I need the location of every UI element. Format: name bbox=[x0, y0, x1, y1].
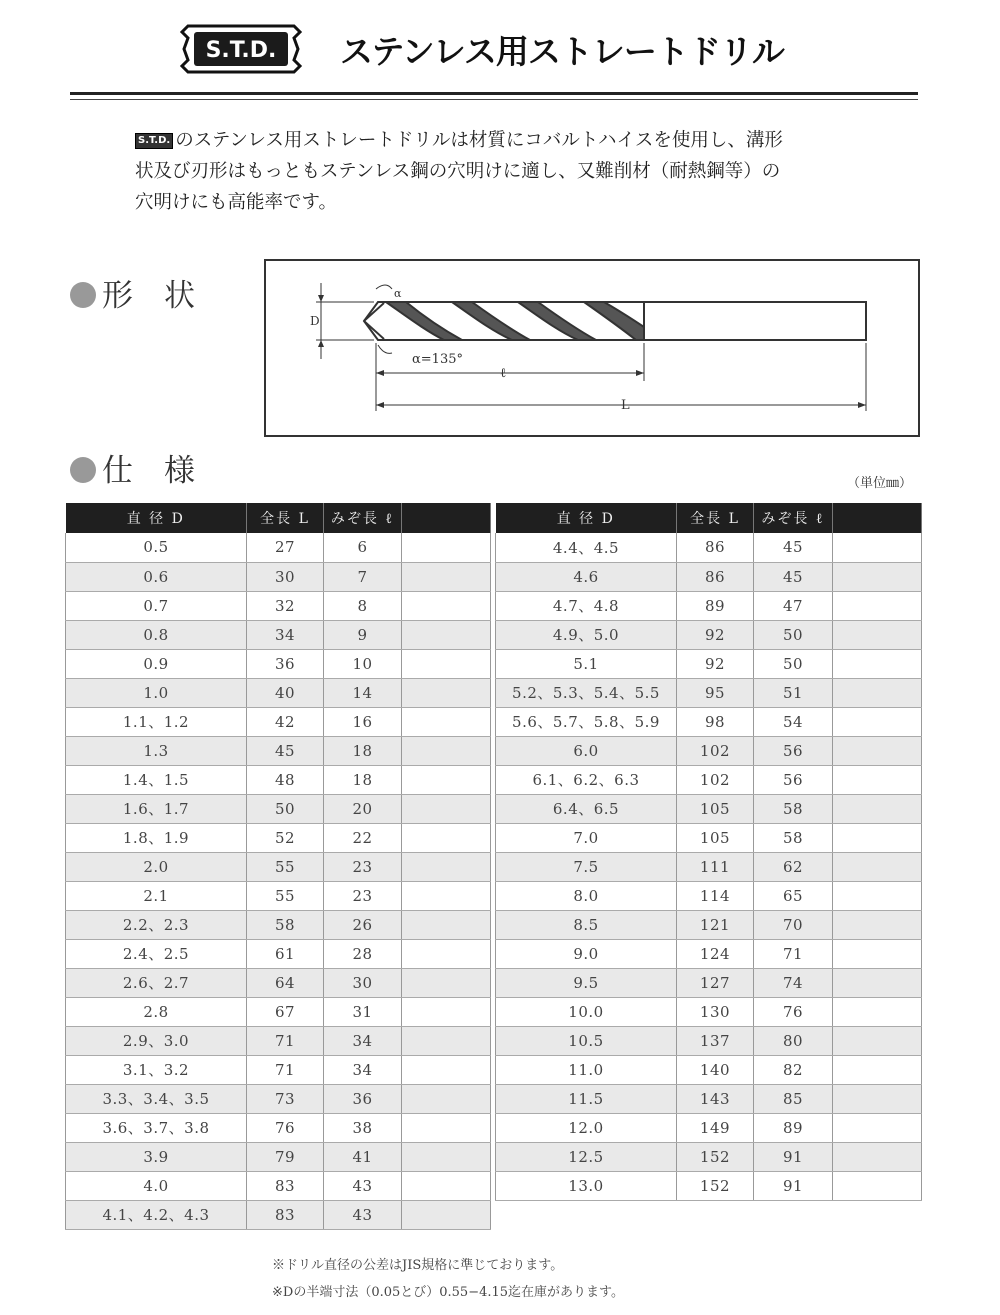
drill-drawing bbox=[266, 261, 918, 435]
cell-flute-length: 56 bbox=[754, 736, 833, 765]
spec-table-right bbox=[495, 503, 922, 1201]
spec-table-left bbox=[65, 503, 491, 1230]
cell-diameter: 0.5 bbox=[66, 533, 247, 562]
cell-diameter: 1.3 bbox=[66, 736, 247, 765]
cell-diameter: 2.8 bbox=[66, 997, 247, 1026]
col-blank bbox=[402, 503, 491, 533]
cell-flute-length: 82 bbox=[754, 1055, 833, 1084]
cell-diameter: 5.2、5.3、5.4、5.5 bbox=[496, 678, 677, 707]
cell-flute-length: 70 bbox=[754, 910, 833, 939]
table-row bbox=[66, 910, 491, 939]
cell-flute-length: 26 bbox=[324, 910, 402, 939]
cell-overall-length: 71 bbox=[247, 1026, 324, 1055]
cell-diameter: 3.6、3.7、3.8 bbox=[66, 1113, 247, 1142]
cell-overall-length: 55 bbox=[247, 881, 324, 910]
cell-diameter: 1.0 bbox=[66, 678, 247, 707]
cell-overall-length: 152 bbox=[677, 1171, 754, 1200]
table-row bbox=[496, 620, 922, 649]
cell-overall-length: 127 bbox=[677, 968, 754, 997]
table-row bbox=[496, 1055, 922, 1084]
cell-flute-length: 47 bbox=[754, 591, 833, 620]
cell-flute-length: 7 bbox=[324, 562, 402, 591]
cell-overall-length: 67 bbox=[247, 997, 324, 1026]
cell-overall-length: 105 bbox=[677, 794, 754, 823]
cell-overall-length: 45 bbox=[247, 736, 324, 765]
cell-overall-length: 71 bbox=[247, 1055, 324, 1084]
cell-blank bbox=[402, 1055, 491, 1084]
cell-blank bbox=[402, 1084, 491, 1113]
cell-flute-length: 91 bbox=[754, 1142, 833, 1171]
cell-overall-length: 102 bbox=[677, 736, 754, 765]
cell-blank bbox=[833, 1113, 922, 1142]
cell-diameter: 0.8 bbox=[66, 620, 247, 649]
cell-overall-length: 140 bbox=[677, 1055, 754, 1084]
cell-blank bbox=[402, 968, 491, 997]
cell-flute-length: 56 bbox=[754, 765, 833, 794]
cell-overall-length: 34 bbox=[247, 620, 324, 649]
cell-overall-length: 61 bbox=[247, 939, 324, 968]
footnotes bbox=[272, 1252, 624, 1306]
cell-diameter: 4.7、4.8 bbox=[496, 591, 677, 620]
cell-diameter: 12.5 bbox=[496, 1142, 677, 1171]
cell-flute-length: 28 bbox=[324, 939, 402, 968]
section-shape-heading: 形 状 bbox=[70, 270, 195, 315]
cell-flute-length: 10 bbox=[324, 649, 402, 678]
cell-diameter: 2.4、2.5 bbox=[66, 939, 247, 968]
col-diameter: 直 径 D bbox=[66, 503, 247, 533]
table-row bbox=[496, 1084, 922, 1113]
section-spec-heading: 仕 様 bbox=[70, 445, 195, 490]
table-row bbox=[66, 620, 491, 649]
cell-diameter: 6.1、6.2、6.3 bbox=[496, 765, 677, 794]
cell-blank bbox=[402, 620, 491, 649]
cell-blank bbox=[402, 533, 491, 562]
cell-blank bbox=[833, 968, 922, 997]
cell-overall-length: 92 bbox=[677, 649, 754, 678]
cell-blank bbox=[402, 707, 491, 736]
cell-blank bbox=[833, 1084, 922, 1113]
cell-blank bbox=[833, 939, 922, 968]
cell-diameter: 9.5 bbox=[496, 968, 677, 997]
table-row bbox=[496, 997, 922, 1026]
cell-overall-length: 92 bbox=[677, 620, 754, 649]
table-row bbox=[66, 1084, 491, 1113]
cell-overall-length: 111 bbox=[677, 852, 754, 881]
cell-flute-length: 16 bbox=[324, 707, 402, 736]
cell-overall-length: 121 bbox=[677, 910, 754, 939]
cell-flute-length: 18 bbox=[324, 765, 402, 794]
cell-blank bbox=[402, 881, 491, 910]
col-flute-length: みぞ長 ℓ bbox=[324, 503, 402, 533]
cell-overall-length: 114 bbox=[677, 881, 754, 910]
cell-overall-length: 149 bbox=[677, 1113, 754, 1142]
cell-diameter: 1.4、1.5 bbox=[66, 765, 247, 794]
table-row bbox=[496, 1142, 922, 1171]
cell-diameter: 8.0 bbox=[496, 881, 677, 910]
cell-blank bbox=[833, 881, 922, 910]
cell-diameter: 4.0 bbox=[66, 1171, 247, 1200]
label-d: D bbox=[310, 314, 320, 328]
cell-overall-length: 130 bbox=[677, 997, 754, 1026]
cell-overall-length: 48 bbox=[247, 765, 324, 794]
cell-overall-length: 32 bbox=[247, 591, 324, 620]
intro-text bbox=[135, 125, 875, 218]
logo-text: S.T.D. bbox=[205, 38, 277, 63]
cell-overall-length: 50 bbox=[247, 794, 324, 823]
cell-overall-length: 27 bbox=[247, 533, 324, 562]
cell-overall-length: 83 bbox=[247, 1171, 324, 1200]
table-row bbox=[66, 1200, 491, 1229]
cell-blank bbox=[833, 794, 922, 823]
cell-diameter: 3.3、3.4、3.5 bbox=[66, 1084, 247, 1113]
cell-overall-length: 76 bbox=[247, 1113, 324, 1142]
table-row bbox=[66, 1055, 491, 1084]
cell-flute-length: 8 bbox=[324, 591, 402, 620]
cell-blank bbox=[402, 852, 491, 881]
cell-overall-length: 52 bbox=[247, 823, 324, 852]
cell-overall-length: 86 bbox=[677, 562, 754, 591]
table-row bbox=[66, 1026, 491, 1055]
cell-blank bbox=[833, 736, 922, 765]
cell-blank bbox=[833, 620, 922, 649]
cell-diameter: 2.6、2.7 bbox=[66, 968, 247, 997]
table-row bbox=[66, 939, 491, 968]
cell-flute-length: 22 bbox=[324, 823, 402, 852]
cell-flute-length: 34 bbox=[324, 1026, 402, 1055]
cell-diameter: 2.9、3.0 bbox=[66, 1026, 247, 1055]
table-row bbox=[496, 852, 922, 881]
cell-diameter: 10.0 bbox=[496, 997, 677, 1026]
table-row bbox=[66, 794, 491, 823]
cell-blank bbox=[402, 1026, 491, 1055]
cell-diameter: 11.5 bbox=[496, 1084, 677, 1113]
cell-overall-length: 95 bbox=[677, 678, 754, 707]
intro-line-3: 穴明けにも高能率です。 bbox=[135, 192, 338, 213]
cell-diameter: 0.6 bbox=[66, 562, 247, 591]
table-row bbox=[496, 533, 922, 562]
cell-flute-length: 50 bbox=[754, 620, 833, 649]
table-row bbox=[66, 765, 491, 794]
cell-blank bbox=[402, 562, 491, 591]
cell-overall-length: 40 bbox=[247, 678, 324, 707]
cell-diameter: 5.1 bbox=[496, 649, 677, 678]
table-row bbox=[66, 1113, 491, 1142]
cell-flute-length: 6 bbox=[324, 533, 402, 562]
cell-blank bbox=[402, 939, 491, 968]
cell-diameter: 6.4、6.5 bbox=[496, 794, 677, 823]
cell-flute-length: 80 bbox=[754, 1026, 833, 1055]
cell-diameter: 2.2、2.3 bbox=[66, 910, 247, 939]
cell-overall-length: 105 bbox=[677, 823, 754, 852]
table-row bbox=[66, 591, 491, 620]
footnote-stock: ※Dの半端寸法（0.05とび）0.55−4.15迄在庫があります。 bbox=[272, 1285, 625, 1300]
cell-diameter: 4.1、4.2、4.3 bbox=[66, 1200, 247, 1229]
table-row bbox=[496, 968, 922, 997]
cell-overall-length: 55 bbox=[247, 852, 324, 881]
cell-flute-length: 51 bbox=[754, 678, 833, 707]
table-row bbox=[496, 910, 922, 939]
table-row bbox=[66, 881, 491, 910]
cell-flute-length: 31 bbox=[324, 997, 402, 1026]
intro-line-2: 状及び刃形はもっともステンレス鋼の穴明けに適し、又難削材（耐熱鋼等）の bbox=[135, 161, 781, 182]
table-row bbox=[66, 1171, 491, 1200]
cell-diameter: 4.9、5.0 bbox=[496, 620, 677, 649]
cell-flute-length: 76 bbox=[754, 997, 833, 1026]
table-row bbox=[496, 678, 922, 707]
cell-overall-length: 143 bbox=[677, 1084, 754, 1113]
col-diameter: 直 径 D bbox=[496, 503, 677, 533]
cell-flute-length: 89 bbox=[754, 1113, 833, 1142]
cell-diameter: 1.6、1.7 bbox=[66, 794, 247, 823]
table-row bbox=[66, 678, 491, 707]
bullet-icon bbox=[70, 457, 96, 483]
cell-blank bbox=[833, 765, 922, 794]
cell-overall-length: 73 bbox=[247, 1084, 324, 1113]
table-row bbox=[496, 591, 922, 620]
cell-blank bbox=[833, 533, 922, 562]
cell-overall-length: 102 bbox=[677, 765, 754, 794]
table-row bbox=[66, 823, 491, 852]
cell-overall-length: 64 bbox=[247, 968, 324, 997]
cell-diameter: 3.9 bbox=[66, 1142, 247, 1171]
cell-blank bbox=[833, 997, 922, 1026]
label-alpha: α bbox=[394, 287, 402, 300]
table-row bbox=[496, 736, 922, 765]
cell-flute-length: 41 bbox=[324, 1142, 402, 1171]
cell-diameter: 10.5 bbox=[496, 1026, 677, 1055]
cell-blank bbox=[402, 997, 491, 1026]
unit-label: （単位㎜） bbox=[846, 476, 912, 491]
cell-blank bbox=[402, 1200, 491, 1229]
cell-diameter: 0.7 bbox=[66, 591, 247, 620]
cell-flute-length: 34 bbox=[324, 1055, 402, 1084]
label-l: ℓ bbox=[500, 366, 507, 381]
cell-flute-length: 43 bbox=[324, 1200, 402, 1229]
cell-flute-length: 50 bbox=[754, 649, 833, 678]
cell-diameter: 8.5 bbox=[496, 910, 677, 939]
cell-diameter: 7.5 bbox=[496, 852, 677, 881]
cell-flute-length: 30 bbox=[324, 968, 402, 997]
cell-diameter: 2.1 bbox=[66, 881, 247, 910]
cell-flute-length: 62 bbox=[754, 852, 833, 881]
cell-overall-length: 58 bbox=[247, 910, 324, 939]
table-row bbox=[66, 997, 491, 1026]
cell-blank bbox=[833, 562, 922, 591]
table-row bbox=[66, 968, 491, 997]
cell-blank bbox=[402, 1113, 491, 1142]
label-angle: α=135° bbox=[412, 352, 463, 367]
cell-diameter: 12.0 bbox=[496, 1113, 677, 1142]
table-row bbox=[496, 649, 922, 678]
footnote-tolerance: ※ドリル直径の公差はJIS規格に準じております。 bbox=[272, 1258, 564, 1273]
col-blank bbox=[833, 503, 922, 533]
cell-blank bbox=[833, 1055, 922, 1084]
cell-blank bbox=[833, 678, 922, 707]
cell-diameter: 4.4、4.5 bbox=[496, 533, 677, 562]
table-row bbox=[496, 823, 922, 852]
cell-diameter: 1.8、1.9 bbox=[66, 823, 247, 852]
cell-flute-length: 14 bbox=[324, 678, 402, 707]
std-badge: S.T.D. bbox=[135, 133, 173, 149]
cell-overall-length: 86 bbox=[677, 533, 754, 562]
col-overall-length: 全長 L bbox=[677, 503, 754, 533]
bullet-icon bbox=[70, 282, 96, 308]
table-row bbox=[66, 649, 491, 678]
cell-blank bbox=[402, 823, 491, 852]
cell-blank bbox=[402, 591, 491, 620]
cell-diameter: 11.0 bbox=[496, 1055, 677, 1084]
cell-blank bbox=[402, 649, 491, 678]
cell-flute-length: 65 bbox=[754, 881, 833, 910]
cell-diameter: 2.0 bbox=[66, 852, 247, 881]
cell-overall-length: 42 bbox=[247, 707, 324, 736]
table-row bbox=[66, 562, 491, 591]
cell-overall-length: 30 bbox=[247, 562, 324, 591]
table-row bbox=[66, 533, 491, 562]
table-row bbox=[496, 1171, 922, 1200]
table-row bbox=[66, 707, 491, 736]
cell-diameter: 0.9 bbox=[66, 649, 247, 678]
cell-blank bbox=[833, 852, 922, 881]
cell-overall-length: 137 bbox=[677, 1026, 754, 1055]
cell-overall-length: 79 bbox=[247, 1142, 324, 1171]
cell-flute-length: 58 bbox=[754, 794, 833, 823]
label-L: L bbox=[621, 398, 630, 413]
std-logo bbox=[178, 20, 304, 78]
cell-blank bbox=[402, 1171, 491, 1200]
cell-diameter: 3.1、3.2 bbox=[66, 1055, 247, 1084]
cell-flute-length: 36 bbox=[324, 1084, 402, 1113]
cell-blank bbox=[833, 1026, 922, 1055]
cell-diameter: 7.0 bbox=[496, 823, 677, 852]
cell-flute-length: 38 bbox=[324, 1113, 402, 1142]
cell-flute-length: 9 bbox=[324, 620, 402, 649]
table-row bbox=[496, 1113, 922, 1142]
cell-blank bbox=[402, 678, 491, 707]
page-title: ステンレス用ストレートドリル bbox=[340, 32, 784, 71]
cell-overall-length: 83 bbox=[247, 1200, 324, 1229]
cell-blank bbox=[833, 823, 922, 852]
cell-flute-length: 45 bbox=[754, 562, 833, 591]
cell-flute-length: 71 bbox=[754, 939, 833, 968]
cell-flute-length: 45 bbox=[754, 533, 833, 562]
col-flute-length: みぞ長 ℓ bbox=[754, 503, 833, 533]
table-row bbox=[496, 765, 922, 794]
drill-diagram bbox=[264, 259, 920, 437]
cell-diameter: 9.0 bbox=[496, 939, 677, 968]
cell-flute-length: 23 bbox=[324, 881, 402, 910]
cell-overall-length: 152 bbox=[677, 1142, 754, 1171]
cell-flute-length: 20 bbox=[324, 794, 402, 823]
cell-blank bbox=[833, 591, 922, 620]
table-row bbox=[66, 736, 491, 765]
table-row bbox=[496, 1026, 922, 1055]
cell-overall-length: 124 bbox=[677, 939, 754, 968]
header-rule-thin bbox=[70, 99, 918, 100]
table-row bbox=[496, 794, 922, 823]
col-overall-length: 全長 L bbox=[247, 503, 324, 533]
cell-blank bbox=[402, 1142, 491, 1171]
table-row bbox=[66, 1142, 491, 1171]
table-row bbox=[496, 939, 922, 968]
cell-flute-length: 85 bbox=[754, 1084, 833, 1113]
cell-blank bbox=[833, 910, 922, 939]
cell-diameter: 13.0 bbox=[496, 1171, 677, 1200]
cell-flute-length: 18 bbox=[324, 736, 402, 765]
cell-flute-length: 91 bbox=[754, 1171, 833, 1200]
cell-blank bbox=[833, 1171, 922, 1200]
table-row bbox=[496, 562, 922, 591]
cell-overall-length: 36 bbox=[247, 649, 324, 678]
table-row bbox=[66, 852, 491, 881]
cell-flute-length: 43 bbox=[324, 1171, 402, 1200]
cell-blank bbox=[402, 765, 491, 794]
cell-diameter: 1.1、1.2 bbox=[66, 707, 247, 736]
cell-blank bbox=[833, 649, 922, 678]
table-row bbox=[496, 881, 922, 910]
header-rule bbox=[70, 92, 918, 95]
cell-blank bbox=[833, 707, 922, 736]
cell-flute-length: 23 bbox=[324, 852, 402, 881]
cell-diameter: 4.6 bbox=[496, 562, 677, 591]
cell-blank bbox=[402, 910, 491, 939]
intro-line-1: のステンレス用ストレートドリルは材質にコバルトハイスを使用し、溝形 bbox=[175, 130, 783, 151]
cell-overall-length: 89 bbox=[677, 591, 754, 620]
cell-flute-length: 58 bbox=[754, 823, 833, 852]
cell-blank bbox=[833, 1142, 922, 1171]
cell-diameter: 5.6、5.7、5.8、5.9 bbox=[496, 707, 677, 736]
cell-blank bbox=[402, 794, 491, 823]
cell-blank bbox=[402, 736, 491, 765]
cell-diameter: 6.0 bbox=[496, 736, 677, 765]
cell-flute-length: 74 bbox=[754, 968, 833, 997]
table-row bbox=[496, 707, 922, 736]
cell-flute-length: 54 bbox=[754, 707, 833, 736]
cell-overall-length: 98 bbox=[677, 707, 754, 736]
